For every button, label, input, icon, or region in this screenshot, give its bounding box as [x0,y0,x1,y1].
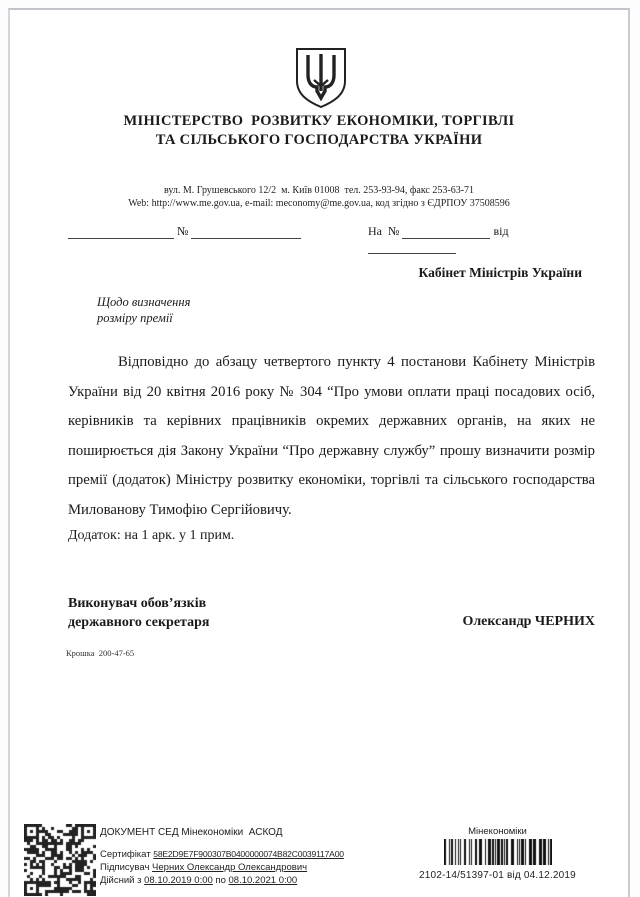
stamp-signer-name: Черних Олександр Олександрович [152,862,308,873]
signer-position-line2: державного секретаря [68,614,210,630]
signer-position-line1: Виконувач обов’язків [68,596,207,611]
reply-vid-label: від [493,224,509,238]
subject [97,294,190,326]
executor-note: Крошка 200-47-65 [66,648,135,658]
valid-from-date: 08.10.2019 0:00 [144,875,213,886]
certificate-number: 58E2D9E7F900307B0400000074B82C0039117A00 [153,849,344,859]
incoming-date-blank [368,240,456,254]
digital-signature-stamp [10,814,628,897]
document-page [8,8,630,897]
ministry-contacts [10,184,628,210]
incoming-number-blank [402,225,490,239]
certificate-row [100,848,344,861]
signer-row [100,861,344,874]
outgoing-date-blank [68,225,174,239]
org-label: Мінекономіки [468,826,527,837]
number-sign-label: № [177,224,189,238]
body-paragraph: Відповідно до абзацу четвертого пункту 4 постанови Кабінету Міністрів України від 20 квітня 2016 року № 304 “Про умови оплати праці посадових осіб, керівників та керівних працівників окремих державних органів, на яких не поширюється дія Закону України “Про державну службу” прошу визначити розмір премії (додаток) Міністру розвитку економіки, торгівлі та сільського господарства Милованову Тимофію Сергійовичу. [68,354,595,518]
signer-label: Підписувач [100,862,153,873]
ukraine-trident-emblem-icon [292,46,350,110]
qr-code [24,824,96,896]
registration-block [410,826,585,881]
ministry-name-line1: МІНІСТЕРСТВО РОЗВИТКУ ЕКОНОМІКИ, ТОРГІВЛІ [123,113,515,129]
stamp-system-label: ДОКУМЕНТ СЕД Мінекономіки АСКОД [100,827,283,838]
ministry-name-line2: ТА СІЛЬСЬКОГО ГОСПОДАРСТВА УКРАЇНИ [155,131,483,148]
validity-row [100,874,344,887]
outgoing-number-blank [191,225,301,239]
valid-label: Дійсний з [100,875,145,886]
valid-to-date: 08.10.2021 0:00 [228,875,298,886]
stamp-details [100,826,344,887]
certificate-label: Сертифікат [100,849,154,860]
valid-po-label: по [212,875,229,886]
registration-number: 2102-14/51397-01 від 04.12.2019 [419,870,576,881]
outgoing-reference [68,224,301,239]
subject-line2: розміру премії [97,311,173,325]
incoming-reference [368,224,598,254]
contacts-line1: вул. М. Грушевського 12/2 м. Київ 01008 тел. 253-93-94, факс 253-63-71 [163,185,475,196]
barcode [444,839,552,865]
reply-na-label: На № [368,224,400,238]
attachment-note: Додаток: на 1 арк. у 1 прим. [68,528,235,543]
ministry-name [10,112,628,149]
addressee: Кабінет Міністрів України [418,265,582,280]
signer-name: Олександр ЧЕРНИХ [462,614,595,629]
contacts-line2: Web: http://www.me.gov.ua, e-mail: meconomy@me.gov.ua, код згідно з ЄДРПОУ 37508596 [128,198,510,209]
subject-line1: Щодо визначення [97,295,191,309]
